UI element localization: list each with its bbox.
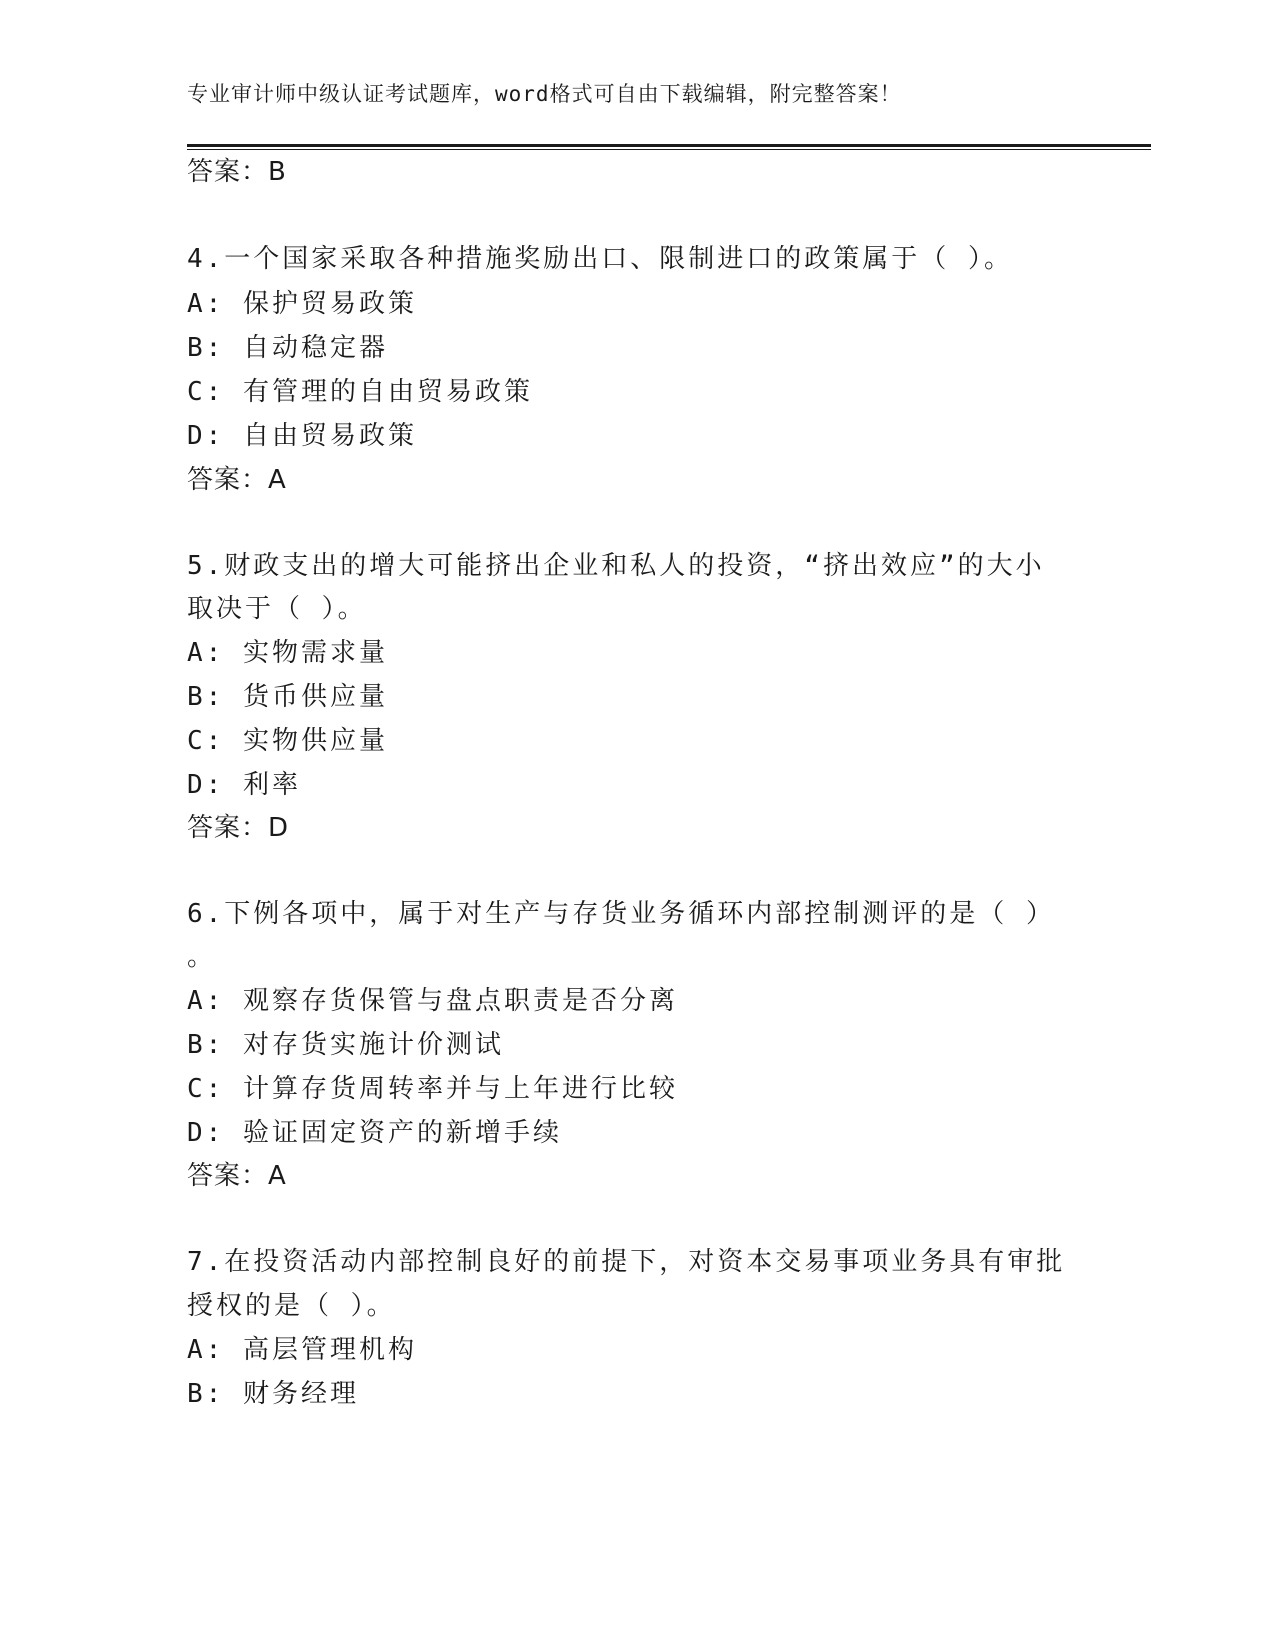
prev-answer: 答案：B [187,157,287,187]
option-d: D: 自由贸易政策 [187,421,417,451]
option-a: A: 观察存货保管与盘点职责是否分离 [187,986,678,1016]
question-stem-cont: 授权的是（ ）。 [187,1291,396,1321]
answer: 答案：A [187,465,287,495]
option-c: C: 计算存货周转率并与上年进行比较 [187,1074,678,1104]
option-b: B: 货币供应量 [187,682,388,712]
option-b: B: 财务经理 [187,1379,359,1409]
option-c: C: 有管理的自由贸易政策 [187,377,533,407]
header-rule [187,144,1151,147]
option-d: D: 利率 [187,770,301,800]
option-c: C: 实物供应量 [187,726,388,756]
option-b: B: 自动稳定器 [187,333,388,363]
question-stem: 6.下例各项中，属于对生产与存货业务循环内部控制测评的是（ ） [187,899,1055,929]
option-a: A: 保护贸易政策 [187,289,417,319]
answer: 答案：D [187,813,290,843]
header-text: 专业审计师中级认证考试题库，word格式可自由下载编辑，附完整答案！ [187,82,902,106]
question-stem-cont: 。 [187,942,217,972]
option-d: D: 验证固定资产的新增手续 [187,1118,562,1148]
question-stem: 4.一个国家采取各种措施奖励出口、限制进口的政策属于（ ）。 [187,244,1013,274]
option-a: A: 实物需求量 [187,638,388,668]
question-stem: 7.在投资活动内部控制良好的前提下，对资本交易事项业务具有审批 [187,1247,1066,1277]
option-a: A: 高层管理机构 [187,1335,417,1365]
question-stem-cont: 取决于（ ）。 [187,594,367,624]
option-b: B: 对存货实施计价测试 [187,1030,504,1060]
answer: 答案：A [187,1161,287,1191]
header-rule-thin [187,149,1151,150]
question-stem: 5.财政支出的增大可能挤出企业和私人的投资，“挤出效应”的大小 [187,551,1045,581]
